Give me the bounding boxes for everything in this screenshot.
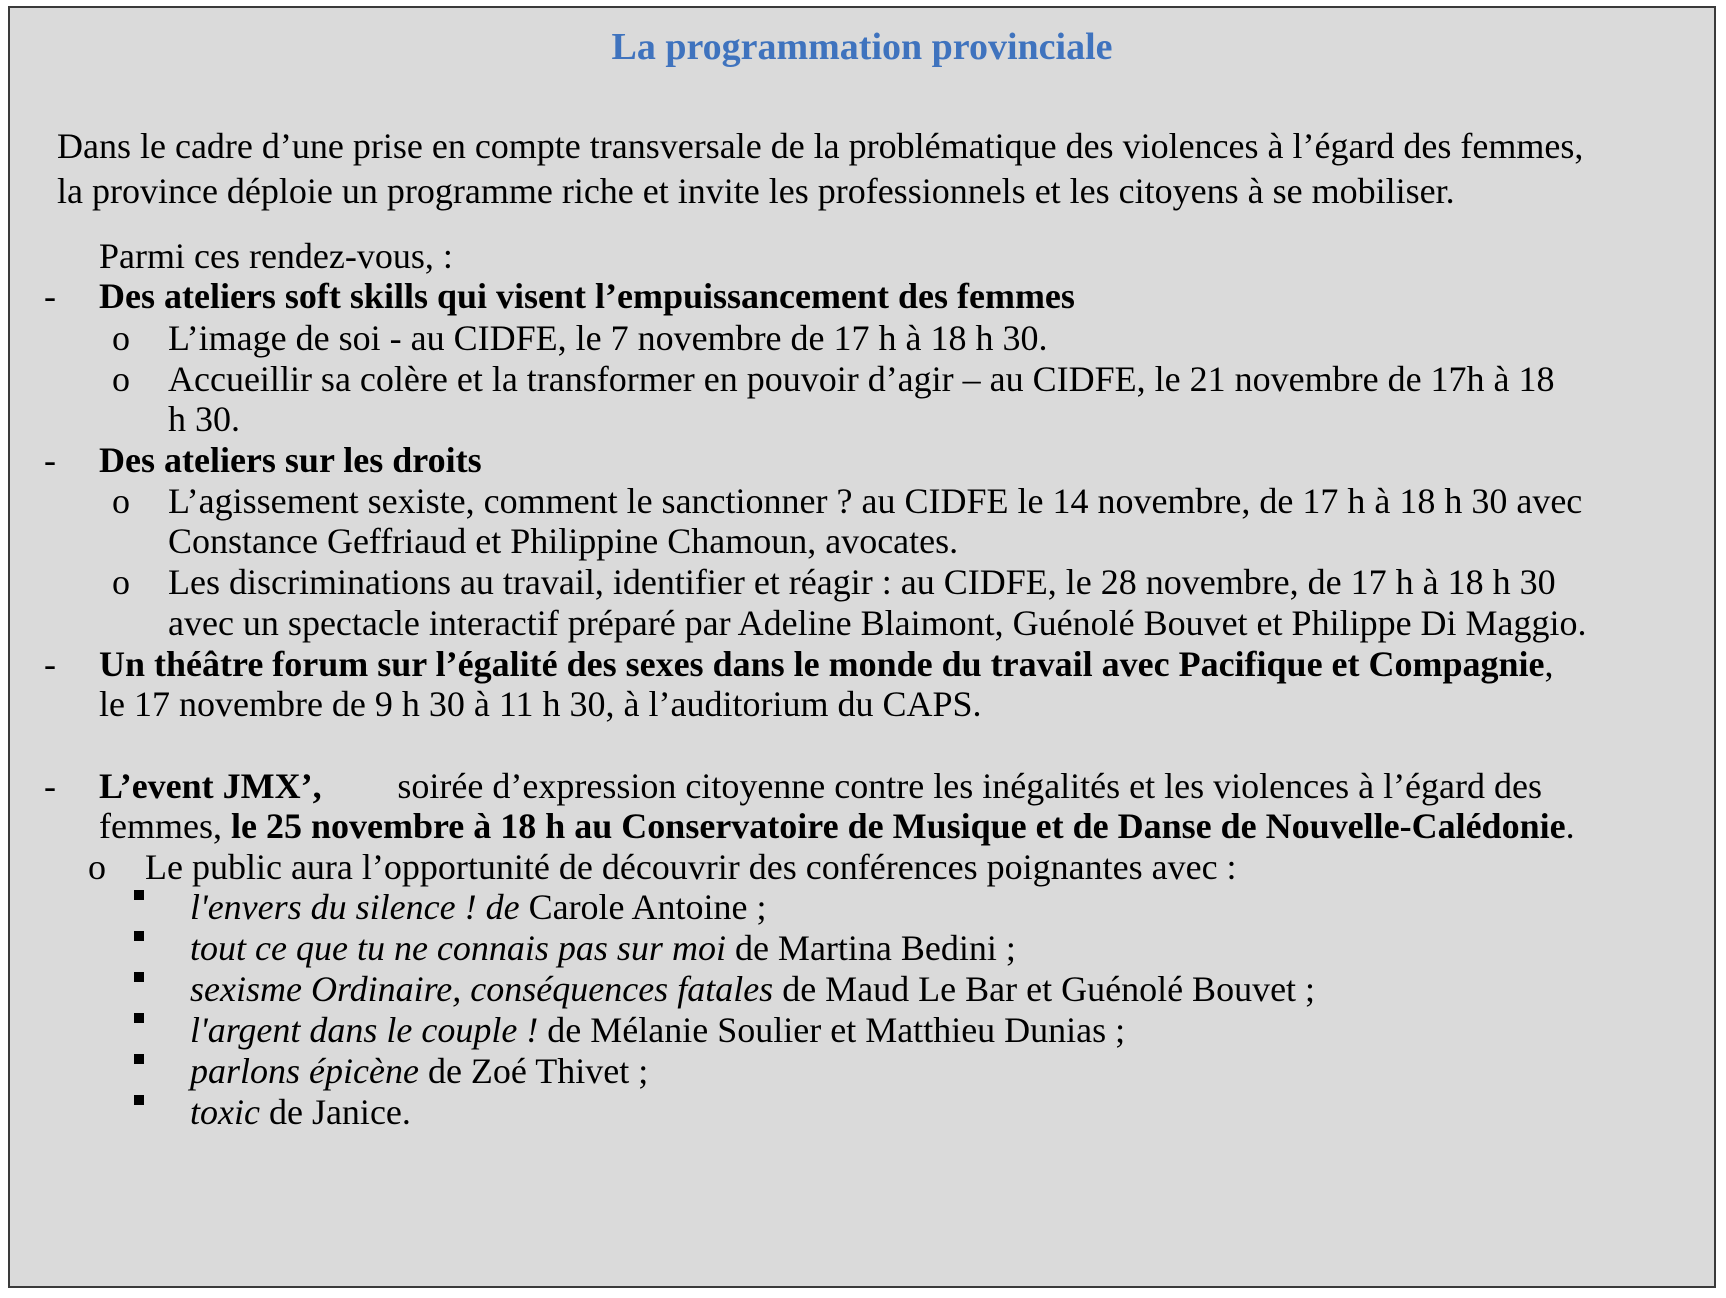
square-bullet (134, 1013, 144, 1023)
dash-bullet: - (44, 276, 56, 316)
square-bullet (134, 972, 144, 982)
circle-bullet: o (112, 359, 130, 399)
talk-item: l'argent dans le couple ! de Mélanie Soulier et Matthieu Dunias ; (190, 1010, 1126, 1050)
circle-bullet: o (112, 562, 130, 602)
dash-bullet: - (44, 644, 56, 684)
talk-item: tout ce que tu ne connais pas sur moi de Martina Bedini ; (190, 928, 1016, 968)
section4-sub: Le public aura l’opportunité de découvrir des conférences poignantes avec : (145, 847, 1237, 887)
dash-bullet: - (44, 440, 56, 480)
section2-item2-line2: avec un spectacle interactif préparé par Adeline Blaimont, Guénolé Bouvet et Philippe Di Maggio. (168, 603, 1587, 643)
talk-item: parlons épicène de Zoé Thivet ; (190, 1051, 649, 1091)
section2-item1-line2: Constance Geffriaud et Philippine Chamoun, avocates. (168, 521, 959, 561)
intro-paragraph (57, 124, 1712, 214)
intro-line-2: la province déploie un programme riche et invite les professionnels et les citoyens à se mobiliser. (57, 171, 1455, 211)
section1-heading: Des ateliers soft skills qui visent l’empuissancement des femmes (99, 276, 1075, 316)
section2-item1-line1: L’agissement sexiste, comment le sanctionner ? au CIDFE le 14 novembre, de 17 h à 18 h 30 avec (168, 481, 1583, 521)
section1-item2-line2: h 30. (168, 399, 240, 439)
square-bullet (134, 1095, 144, 1105)
circle-bullet: o (112, 481, 130, 521)
page-title: La programmation provinciale (611, 26, 1113, 68)
intro-line-1: Dans le cadre d’une prise en compte transversale de la problématique des violences à l’égard des femmes, (57, 126, 1584, 166)
section3-heading: Un théâtre forum sur l’égalité des sexes dans le monde du travail avec Pacifique et Compagnie, (99, 644, 1554, 684)
lead-text: Parmi ces rendez-vous, : (99, 236, 453, 276)
circle-bullet: o (88, 847, 106, 887)
square-bullet (134, 890, 144, 900)
section4-line2: femmes, le 25 novembre à 18 h au Conservatoire de Musique et de Danse de Nouvelle-Calédonie. (99, 806, 1575, 846)
circle-bullet: o (112, 318, 130, 358)
section1-item1: L’image de soi - au CIDFE, le 7 novembre de 17 h à 18 h 30. (168, 318, 1048, 358)
talk-item: sexisme Ordinaire, conséquences fatales de Maud Le Bar et Guénolé Bouvet ; (190, 969, 1316, 1009)
section2-heading: Des ateliers sur les droits (99, 440, 482, 480)
section3-line2: le 17 novembre de 9 h 30 à 11 h 30, à l’auditorium du CAPS. (99, 684, 982, 724)
program-box (8, 6, 1716, 1288)
square-bullet (134, 1054, 144, 1064)
section1-item2-line1: Accueillir sa colère et la transformer en pouvoir d’agir – au CIDFE, le 21 novembre de 17h à 18 (168, 359, 1555, 399)
talk-item: toxic de Janice. (190, 1092, 411, 1132)
talk-item: l'envers du silence ! de Carole Antoine ; (190, 887, 767, 927)
square-bullet (134, 931, 144, 941)
section2-item2-line1: Les discriminations au travail, identifier et réagir : au CIDFE, le 28 novembre, de 17 h à 18 h 30 (168, 562, 1556, 602)
section4-line1: L’event JMX’, soirée d’expression citoyenne contre les inégalités et les violences à l’égard des (99, 766, 1542, 806)
dash-bullet: - (44, 766, 56, 806)
